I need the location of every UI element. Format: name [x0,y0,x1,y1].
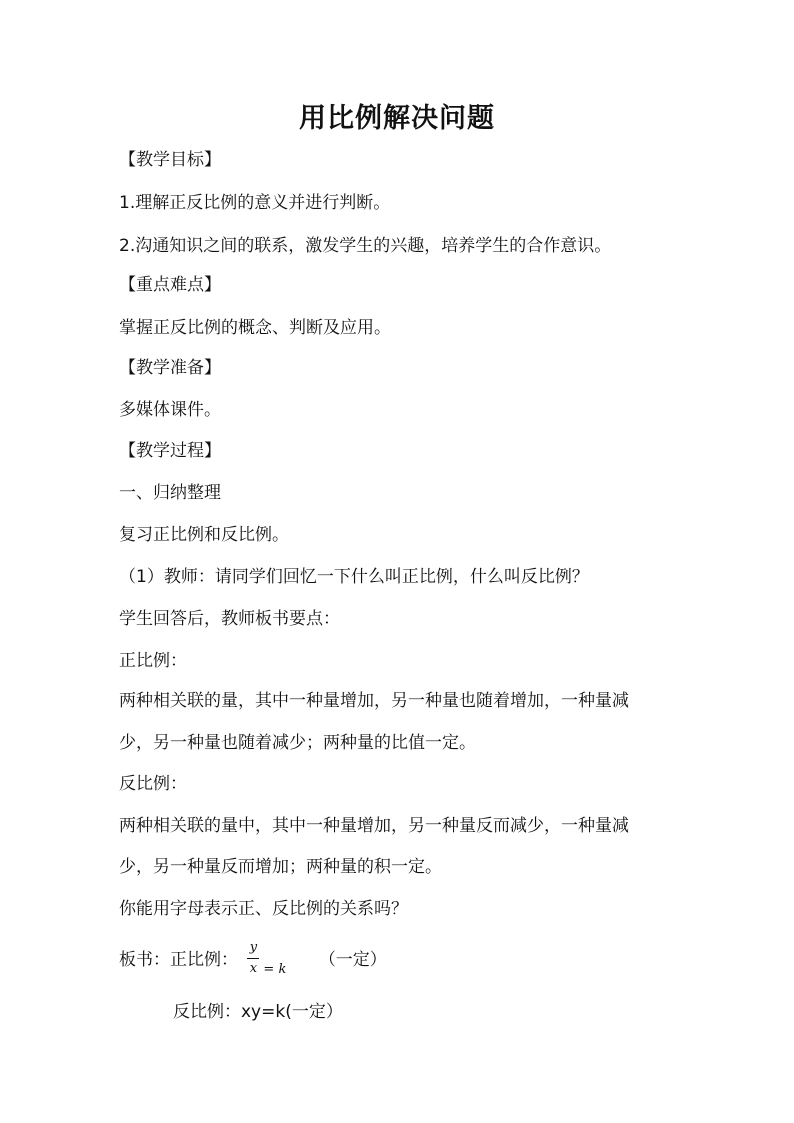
inverse-proportion-label: 反比例： [119,774,187,794]
letter-question: 你能用字母表示正、反比例的关系吗？ [119,899,408,919]
fraction-numerator: y [249,940,258,955]
ratio-formula [243,940,313,980]
fraction-bar [247,958,259,959]
board-inverse-formula: 反比例：xy=k(一定） [173,1002,343,1022]
section-1-heading: 一、归纳整理 [119,483,221,503]
equals-sign: = [263,962,275,977]
heading-process: 【教学过程】 [119,441,221,461]
formula-rhs [263,950,286,990]
board-prefix: 板书：正比例： [119,950,238,970]
student-answer-note: 学生回答后，教师板书要点： [119,609,340,629]
inverse-proportion-def-1: 两种相关联的量中，其中一种量增加，另一种量反而减少，一种量减 [119,816,629,836]
direct-proportion-def-1: 两种相关联的量，其中一种量增加，另一种量也随着增加，一种量减 [119,691,629,711]
direct-proportion-label: 正比例： [119,651,187,671]
fraction-denominator: x [249,961,258,976]
fraction [247,940,259,977]
inverse-proportion-def-2: 少，另一种量反而增加；两种量的积一定。 [119,857,442,877]
objective-1: 1.理解正反比例的意义并进行判断。 [119,193,391,213]
review-text: 复习正比例和反比例。 [119,525,289,545]
preparation-text: 多媒体课件。 [119,400,221,420]
direct-proportion-def-2: 少，另一种量也随着减少；两种量的比值一定。 [119,733,476,753]
objective-2: 2.沟通知识之间的联系，激发学生的兴趣，培养学生的合作意识。 [119,236,612,256]
key-points-text: 掌握正反比例的概念、判断及应用。 [119,318,391,338]
board-direct-formula [119,940,387,980]
page-title: 用比例解决问题 [299,103,495,134]
heading-preparation: 【教学准备】 [119,358,221,378]
heading-objectives: 【教学目标】 [119,150,221,170]
constant-k: k [278,962,287,977]
teacher-question: （1）教师：请同学们回忆一下什么叫正比例，什么叫反比例？ [119,567,589,587]
heading-key-points: 【重点难点】 [119,275,221,295]
board-note: （一定） [318,950,387,970]
